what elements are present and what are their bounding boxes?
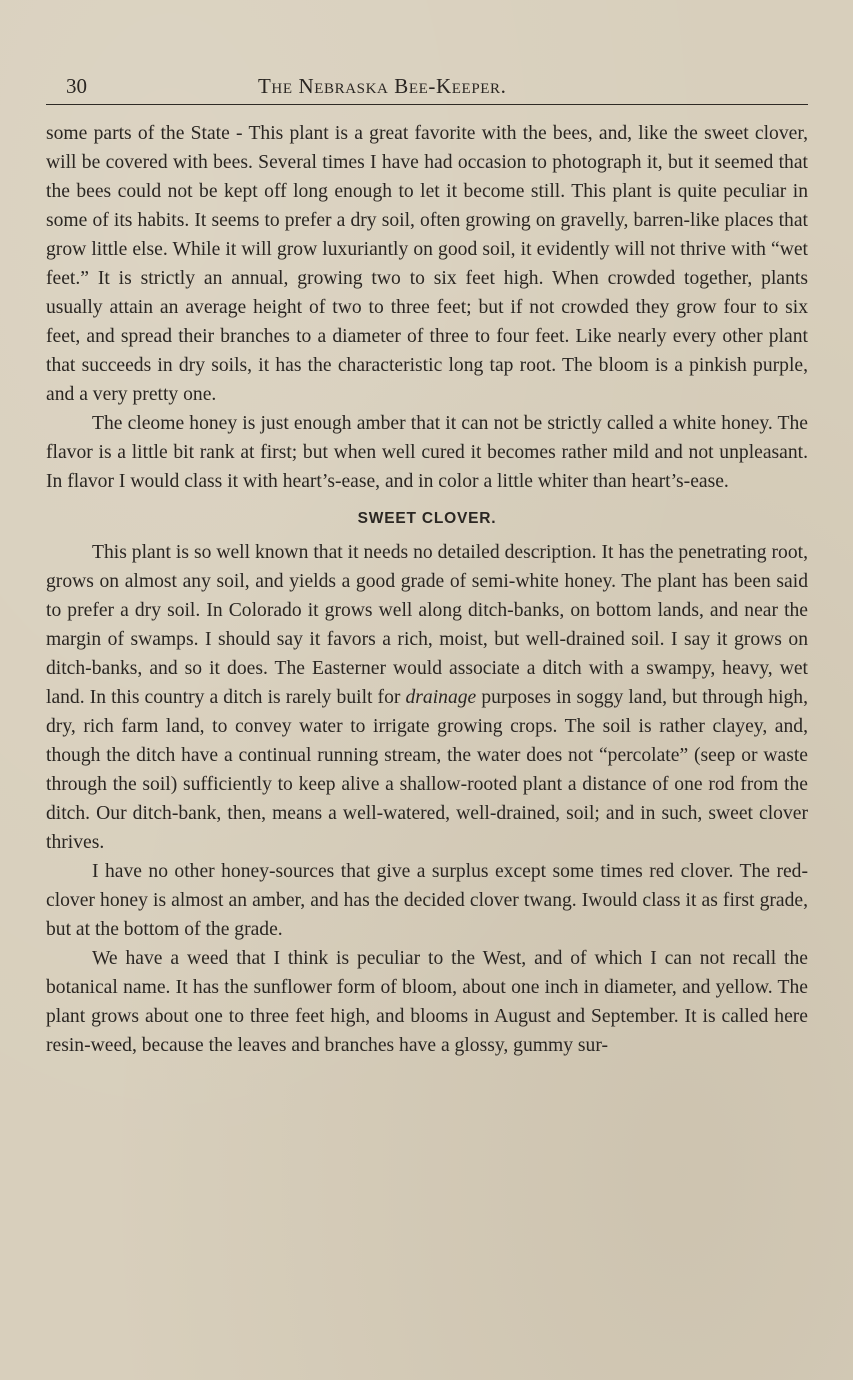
sweet-clover-text-start: This plant is so well known that it needs no detailed description. It has the penetrating root, grows on almost any soil, and yields a good grade of semi-white honey. The plant has been said to prefer a dry soil. In Colorado it grows well along ditch-banks, on bottom lands, and near the margin of swamps. I should say it favors a rich, moist, but well-drained soil. I say it grows on ditch-banks, and so it does. The Easterner would associate a ditch with a swampy, heavy, wet land. In this country a ditch is rarely built for — [46, 542, 808, 708]
page-number: 30 — [66, 74, 87, 98]
paragraph-sweet-clover — [46, 538, 808, 857]
paragraph-resin-weed: We have a weed that I think is peculiar to the West, and of which I can not recall the botanical name. It has the sunflower form of bloom, about one inch in diameter, and yellow. The plant grows about one to three feet high, and blooms in August and September. It is called here resin-weed, because the leaves and branches have a glossy, gummy sur- — [46, 948, 808, 1056]
sweet-clover-text-end: purposes in soggy land, but through high, dry, rich farm land, to convey water to irrigate growing crops. The soil is rather clayey, and, though the ditch have a continual running stream, the water does not “percolate” (seep or waste through the soil) sufficiently to keep alive a shallow-rooted plant a distance of one rod from the ditch. Our ditch-bank, then, means a well-watered, well-drained, soil; and in such, sweet clover thrives. — [46, 687, 809, 853]
section-heading-sweet-clover: SWEET CLOVER. — [357, 510, 497, 527]
book-page — [46, 66, 808, 1060]
paragraph-cleome-honey: The cleome honey is just enough amber that it can not be strictly called a white honey. The flavor is a little bit rank at first; but when well cured it becomes rather mild and not unpleasant. In flavor I would class it with heart’s-ease, and in color a little whiter than heart’s-ease. — [46, 413, 808, 492]
page-header — [46, 66, 808, 105]
emphasis-drainage: drainage — [405, 687, 477, 708]
paragraph-red-clover: I have no other honey-sources that give a surplus except some times red clover. The red-clover honey is almost an amber, and has the decided clover twang. Iwould class it as first grade, but at the bottom of the grade. — [46, 861, 808, 940]
paragraph-cleome-continued: some parts of the State - This plant is a great favorite with the bees, and, like the sweet clover, will be covered with bees. Several times I have had occasion to photograph it, but it seemed that the bees could not be kept off long enough to let it become still. This plant is quite peculiar in some of its habits. It seems to prefer a dry soil, often growing on gravelly, barren-like places that grow little else. While it will grow luxuriantly on good soil, it evidently will not thrive with “wet feet.” It is strictly an annual, growing two to six feet high. When crowded together, plants usually attain an average height of two to three feet; but if not crowded they grow four to six feet, and spread their branches to a diameter of three to four feet. Like nearly every other plant that succeeds in dry soils, it has the characteristic long tap root. The bloom is a pinkish purple, and a very pretty one. — [46, 123, 808, 405]
running-title: The Nebraska Bee-Keeper. — [258, 74, 507, 98]
body-text — [46, 119, 808, 1060]
